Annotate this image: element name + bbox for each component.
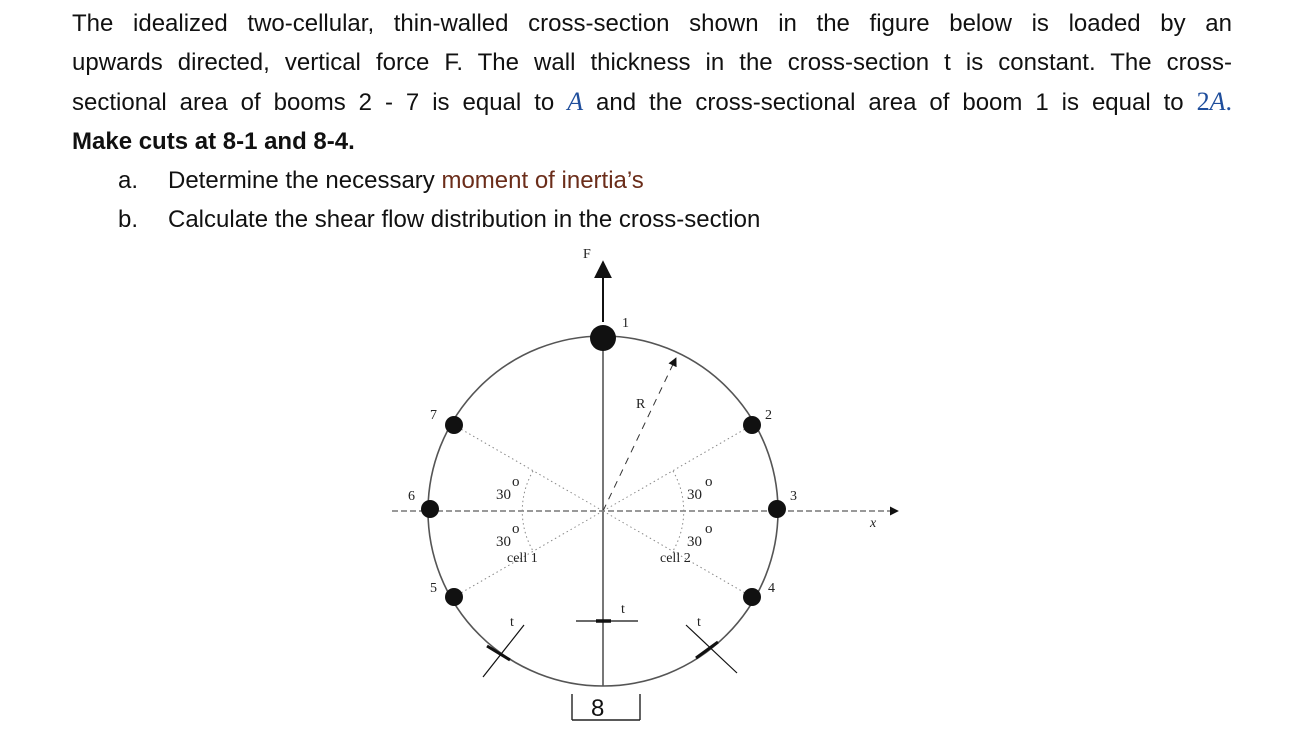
cut-instruction: Make cuts at 8-1 and 8-4. [72, 128, 355, 155]
angle-label-left-upper: 30 [496, 487, 511, 503]
problem-line-2: upwards directed, vertical force F. The wall thickness in the cross-section t is constant. The cross- [72, 49, 1232, 76]
boom-2 [743, 416, 761, 434]
task-marker-b: b. [118, 206, 139, 233]
problem-line-3-part-1: sectional area of booms 2 - 7 is equal to [72, 89, 568, 116]
boom-label-2: 2 [765, 408, 772, 423]
task-text-a: Determine the necessary [168, 167, 442, 194]
boom-label-7: 7 [430, 408, 437, 423]
cell-label-2: cell 2 [660, 551, 691, 566]
problem-line-1: The idealized two-cellular, thin-walled cross-section shown in the figure below is loaded by an [72, 10, 1232, 37]
problem-line-3-part-2: and the cross-sectional area of boom 1 is equal to [583, 89, 1197, 116]
boom-7 [445, 416, 463, 434]
boom-5 [445, 588, 463, 606]
angle-label-left-lower: 30 [496, 534, 511, 550]
radius-label: R [636, 397, 646, 412]
angle-label-right-upper: 30 [687, 487, 702, 503]
boom-6 [421, 500, 439, 518]
degree-left-upper: o [512, 474, 520, 490]
boom-label-5: 5 [430, 581, 437, 596]
math-var-a-2: A [1209, 87, 1226, 116]
thickness-label-web: t [621, 602, 625, 617]
math-period: . [1225, 87, 1233, 116]
degree-right-lower: o [705, 521, 713, 537]
radial-line-boom-7 [454, 425, 603, 511]
boom-1 [590, 325, 616, 351]
thickness-label-left: t [510, 615, 514, 630]
angle-label-right-lower: 30 [687, 534, 702, 550]
task-text-b: Calculate the shear flow distribution in the cross-section [168, 206, 761, 233]
cut-label-8: 8 [591, 695, 605, 722]
boom-4 [743, 588, 761, 606]
math-coefficient: 2 [1196, 87, 1210, 116]
force-label: F [583, 247, 591, 262]
boom-3 [768, 500, 786, 518]
boom-label-4: 4 [768, 581, 775, 596]
task-accent-a: moment of inertia’s [441, 167, 644, 194]
degree-right-upper: o [705, 474, 713, 490]
thickness-indicator-left [483, 625, 524, 677]
boom-label-6: 6 [408, 489, 415, 504]
cell-label-1: cell 1 [507, 551, 538, 566]
degree-left-lower: o [512, 521, 520, 537]
boom-label-1: 1 [622, 316, 629, 331]
radial-line-boom-2 [603, 425, 752, 511]
radius-arrow [603, 358, 676, 511]
x-axis-label: x [870, 516, 877, 531]
boom-label-3: 3 [790, 489, 797, 504]
thickness-label-right: t [697, 615, 701, 630]
cut-marker-8 [572, 694, 640, 720]
math-var-a: A [567, 87, 584, 116]
task-marker-a: a. [118, 167, 139, 194]
